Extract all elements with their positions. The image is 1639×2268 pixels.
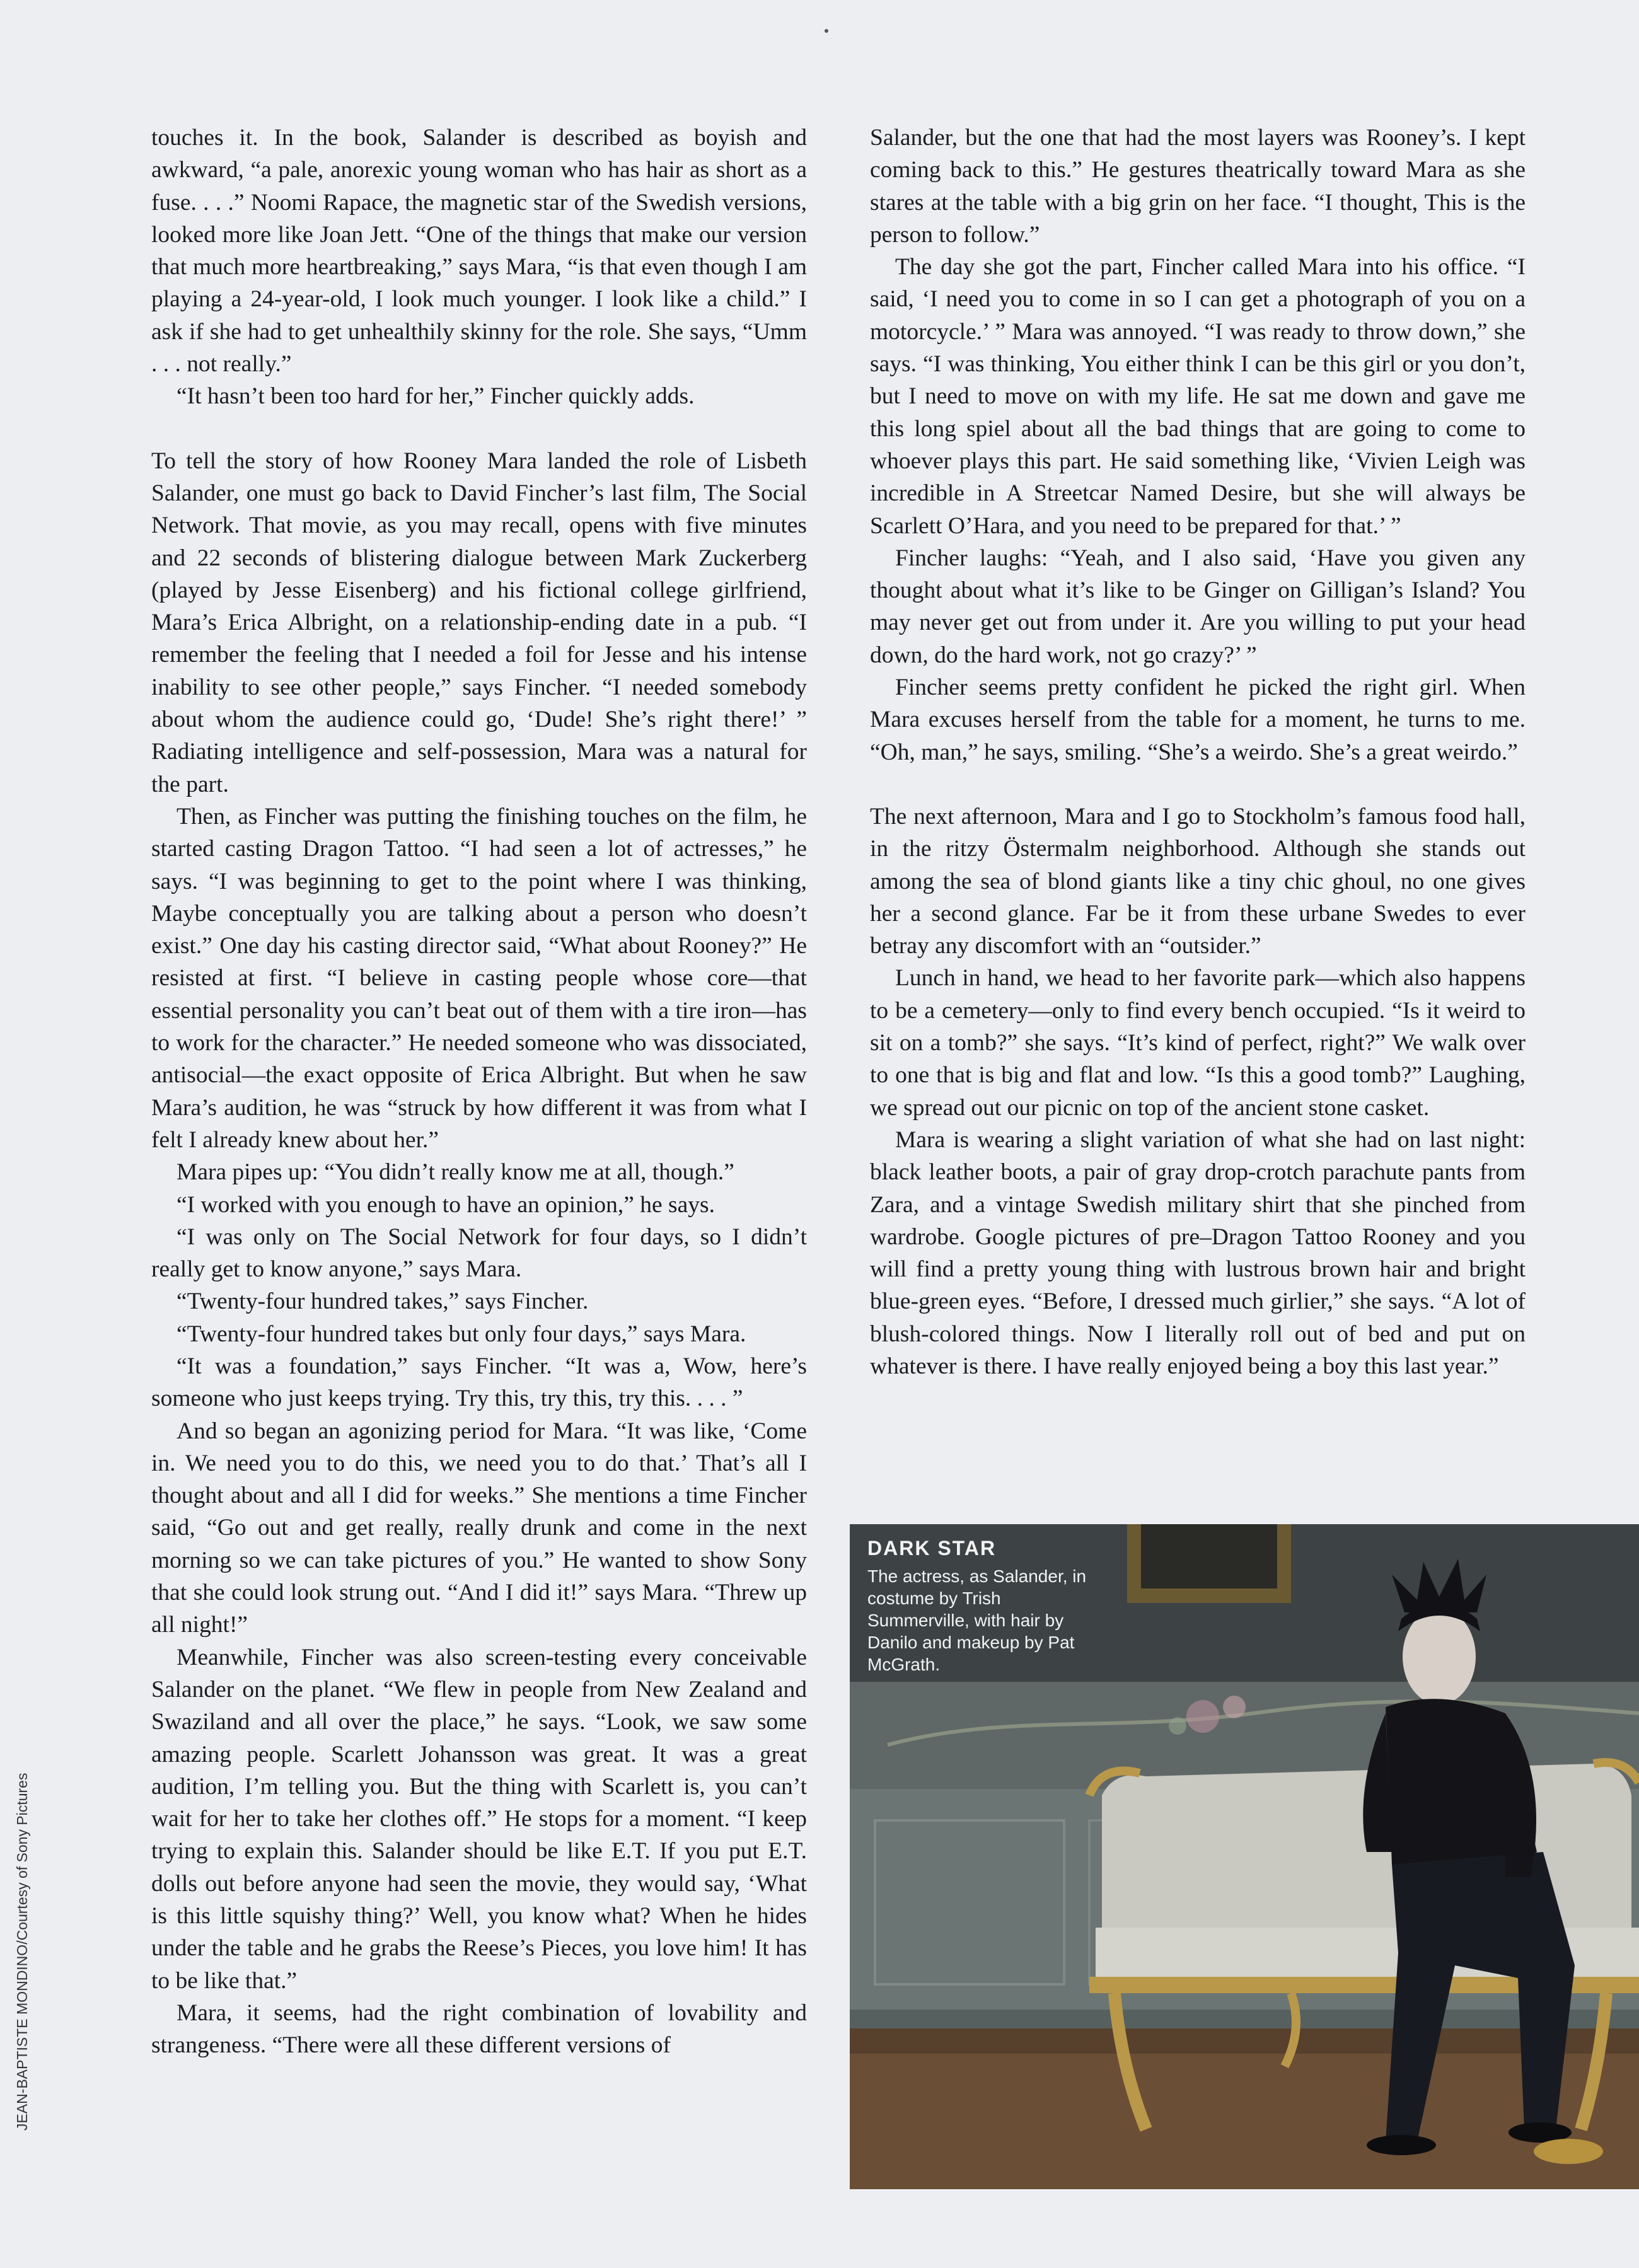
paragraph: Mara, it seems, had the right combination of lovability and strangeness. “There were all these different versions of: [151, 1999, 807, 2059]
paragraph: “Twenty-four hundred takes,” says Fincher.: [177, 1288, 589, 1315]
paragraph: touches it. In the book, Salander is described as boyish and awkward, “a pale, anorexic young woman who has hair as short as a fuse. . . .” Noomi Rapace, the magnetic star of the Swedish versions, looked more like Joan Jett. “One of the things that make our version that much more heartbreaking,” says Mara, “is that even though I am playing a 24-year-old, I look much younger. I look like a child.” I ask if she had to get unhealthily skinny for the role. She says, “Umm . . . not really.”: [151, 125, 807, 378]
paragraph: “Twenty-four hundred takes but only four days,” says Mara.: [177, 1321, 746, 1347]
paragraph: Mara pipes up: “You didn’t really know me at all, though.”: [177, 1159, 734, 1186]
paragraph: To tell the story of how Rooney Mara landed the role of Lisbeth Salander, one must go back to David Fincher’s last film, The Social Network. That movie, as you may recall, opens with five minutes and 22 seconds of blistering dialogue between Mark Zuckerberg (played by Jesse Eisenberg) and his fictional college girlfriend, Mara’s Erica Albright, on a relationship-ending date in a pub. “I remember the feeling that I needed a foil for Jesse and his intense inability to see other people,” says Fincher. “I needed somebody about whom the audience could go, ‘Dude! She’s right there!’ ” Radiating intelligence and self-possession, Mara was a natural for the part.: [151, 448, 807, 797]
photo-dark-star: [850, 1524, 1639, 2189]
article-column-left: [151, 122, 807, 2062]
paragraph: “It hasn’t been too hard for her,” Fincher quickly adds.: [177, 383, 695, 410]
paragraph: And so began an agonizing period for Mara. “It was like, ‘Come in. We need you to do this, we need you to do that.’ That’s all I thought about and all I did for weeks.” She mentions a time Fincher said, “Go out and get really, really drunk and come in the next morning so we can take pictures of you.” He wanted to show Sony that she could look strung out. “And I did it!” says Mara. “Threw up all night!”: [151, 1418, 807, 1638]
paragraph: Then, as Fincher was putting the finishing touches on the film, he started casting Dragon Tattoo. “I had seen a lot of actresses,” he says. “I was beginning to get to the point where I was thinking, Maybe conceptually you are talking about a person who doesn’t exist.” One day his casting director said, “What about Rooney?” He resisted at first. “I believe in casting people whose core—that essential personality you can’t beat out of them with a tire iron—has to work for the character.” He needed someone who was dissociated, antisocial—the exact opposite of Erica Albright. But when he saw Mara’s audition, he was “struck by how different it was from what I felt I already knew about her.”: [151, 803, 807, 1153]
paragraph: Mara is wearing a slight variation of what she had on last night: black leather boots, a pair of gray drop-crotch parachute pants from Zara, and a vintage Swedish military shirt that she pinched from wardrobe. Google pictures of pre–Dragon Tattoo Rooney and you will find a pretty young thing with lustrous brown hair and bright blue-green eyes. “Before, I dressed much girlier,” she says. “A lot of blush-colored things. Now I literally roll out of bed and put on whatever is there. I have really enjoyed being a boy this last year.”: [870, 1126, 1526, 1379]
photo-caption: [867, 1537, 1107, 1675]
caption-text: The actress, as Salander, in costume by Trish Summerville, with hair by Danilo and makeup by Pat McGrath.: [867, 1566, 1087, 1674]
page-speck: [825, 29, 828, 33]
paragraph: Salander, but the one that had the most layers was Rooney’s. I kept coming back to this.” He gestures theatrically toward Mara as she stares at the table with a big grin on her face. “I thought, This is the person to follow.”: [870, 125, 1526, 248]
photo-credit: JEAN-BAPTISTE MONDINO/Courtesy of Sony Pictures: [14, 1773, 30, 2131]
paragraph: The next afternoon, Mara and I go to Stockholm’s famous food hall, in the ritzy Östermalm neighborhood. Although she stands out among the sea of blond giants like a tiny chic ghoul, no one gives her a second glance. Far be it from these urbane Swedes to ever betray any discomfort with an “outsider.”: [870, 803, 1526, 959]
paragraph: Fincher laughs: “Yeah, and I also said, ‘Have you given any thought about what it’s like to be Ginger on Gilligan’s Island? You may never get out from under it. Are you willing to put your head down, do the hard work, not go crazy?’ ”: [870, 545, 1526, 668]
caption-title: DARK STAR: [867, 1537, 997, 1559]
paragraph: Meanwhile, Fincher was also screen-testing every conceivable Salander on the planet. “We flew in people from New Zealand and Swaziland and all over the place,” he says. “Look, we saw some amazing people. Scarlett Johansson was great. It was a great audition, I’m telling you. But the thing with Scarlett is, you can’t wait for her to take her clothes off.” He stops for a moment. “I keep trying to explain this. Salander should be like E.T. If you put E.T. dolls out before anyone had seen the movie, they would say, ‘What is this little squishy thing?’ Well, you know what? When he hides under the table and he grabs the Reese’s Pieces, you love him! It has to be like that.”: [151, 1644, 807, 1994]
paragraph: “I was only on The Social Network for four days, so I didn’t really get to know anyone,” says Mara.: [151, 1224, 807, 1283]
paragraph: Lunch in hand, we head to her favorite park—which also happens to be a cemetery—only to find every bench occupied. “Is it weird to sit on a tomb?” she says. “It’s kind of perfect, right?” We walk over to one that is big and flat and low. “Is this a good tomb?” Laughing, we spread out our picnic on top of the ancient stone casket.: [870, 965, 1526, 1121]
paragraph: Fincher seems pretty confident he picked the right girl. When Mara excuses herself from the table for a moment, he turns to me. “Oh, man,” he says, smiling. “She’s a weirdo. She’s a great weirdo.”: [870, 674, 1526, 765]
paragraph: The day she got the part, Fincher called Mara into his office. “I said, ‘I need you to come in so I can get a photograph of you on a motorcycle.’ ” Mara was annoyed. “I was ready to throw down,” she says. “I was thinking, You either think I can be this girl or you don’t, but I need to move on with my life. He sat me down and gave me this long spiel about all the bad things that are going to come to whoever plays this part. He said something like, ‘Vivien Leigh was incredible in A Streetcar Named Desire, but she will always be Scarlett O’Hara, and you need to be prepared for that.’ ”: [870, 254, 1526, 539]
article-column-right: [870, 122, 1526, 1382]
paragraph: “It was a foundation,” says Fincher. “It was a, Wow, here’s someone who just keeps trying. Try this, try this, try this. . . . ”: [151, 1353, 807, 1412]
paragraph: “I worked with you enough to have an opinion,” he says.: [177, 1191, 715, 1218]
